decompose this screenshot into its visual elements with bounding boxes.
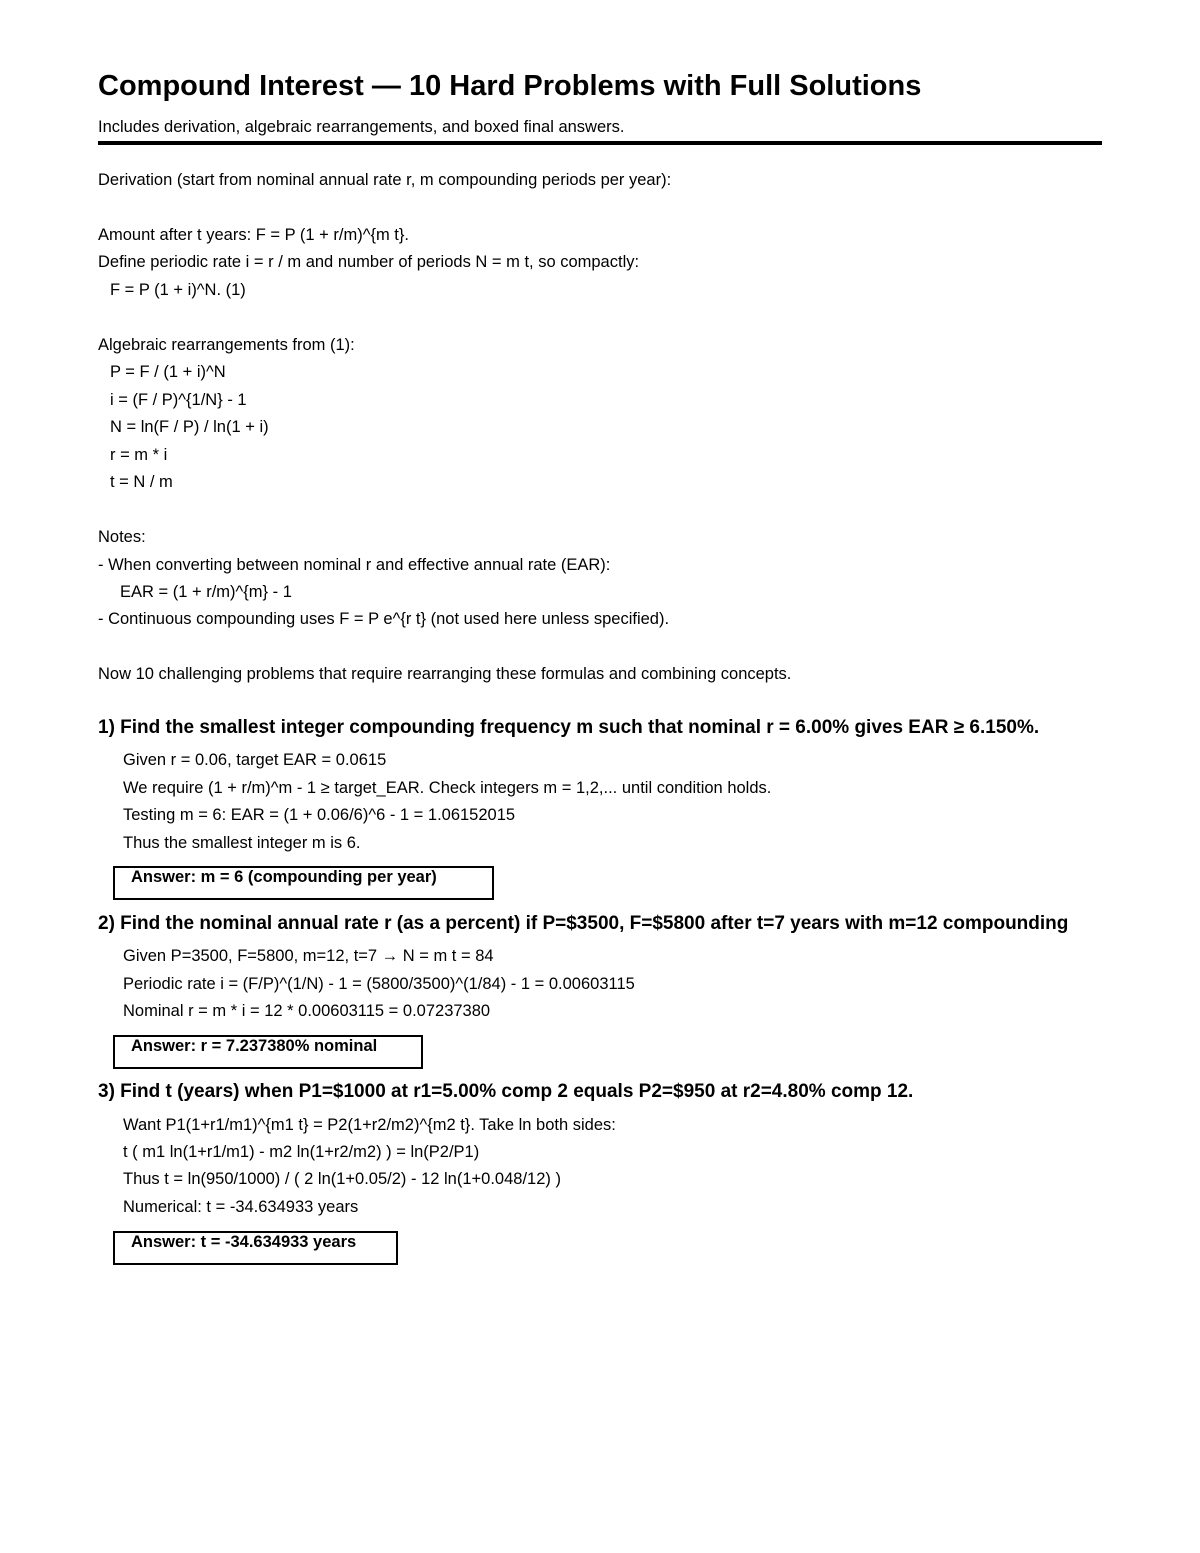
solution-line: Thus the smallest integer m is 6. (123, 834, 361, 852)
note-ear-formula: EAR = (1 + r/m)^{m} - 1 (120, 583, 292, 601)
page-subtitle: Includes derivation, algebraic rearrangements, and boxed final answers. (98, 118, 625, 136)
solution-line: Thus t = ln(950/1000) / ( 2 ln(1+0.05/2) - 12 ln(1+0.048/12) ) (123, 1170, 561, 1188)
solution-line: Want P1(1+r1/m1)^{m1 t} = P2(1+r2/m2)^{m2 t}. Take ln both sides: (123, 1116, 616, 1134)
answer-text: Answer: r = 7.237380% nominal (131, 1037, 378, 1055)
solution-line: Given P=3500, F=5800, m=12, t=7 → N = m t = 84 (123, 947, 494, 965)
derivation-define: Define periodic rate i = r / m and number of periods N = m t, so compactly: (98, 253, 640, 271)
derivation-intro: Derivation (start from nominal annual rate r, m compounding periods per year): (98, 171, 672, 189)
title-divider (98, 141, 1102, 145)
note-continuous: - Continuous compounding uses F = P e^{r t} (not used here unless specified). (98, 610, 670, 628)
answer-box (113, 1035, 423, 1069)
rearrangement-formula: P = F / (1 + i)^N (110, 363, 226, 381)
note-ear-conversion: - When converting between nominal r and effective annual rate (EAR): (98, 556, 611, 574)
solution-line: Periodic rate i = (F/P)^(1/N) - 1 = (5800/3500)^(1/84) - 1 = 0.00603115 (123, 975, 635, 993)
notes-label: Notes: (98, 528, 146, 546)
answer-text: Answer: t = -34.634933 years (131, 1233, 357, 1251)
answer-box (113, 1231, 398, 1265)
problem-heading: 3) Find t (years) when P1=$1000 at r1=5.00% comp 2 equals P2=$950 at r2=4.80% comp 12. (98, 1081, 914, 1102)
solution-line: Nominal r = m * i = 12 * 0.00603115 = 0.07237380 (123, 1002, 491, 1020)
rearrangements-intro: Algebraic rearrangements from (1): (98, 336, 355, 354)
solution-line: We require (1 + r/m)^m - 1 ≥ target_EAR. Check integers m = 1,2,... until condition holds. (123, 779, 772, 797)
answer-text: Answer: m = 6 (compounding per year) (131, 868, 437, 886)
problems-intro: Now 10 challenging problems that require rearranging these formulas and combining concepts. (98, 665, 792, 683)
solution-line: Numerical: t = -34.634933 years (123, 1198, 359, 1216)
solution-line: t ( m1 ln(1+r1/m1) - m2 ln(1+r2/m2) ) = ln(P2/P1) (123, 1143, 480, 1161)
rearrangement-formula: N = ln(F / P) / ln(1 + i) (110, 418, 269, 436)
page-title: Compound Interest — 10 Hard Problems with Full Solutions (98, 70, 922, 102)
problem-heading: 1) Find the smallest integer compounding frequency m such that nominal r = 6.00% gives EAR ≥ 6.150%. (98, 717, 1040, 738)
rearrangement-formula: r = m * i (110, 446, 168, 464)
rearrangement-formula: t = N / m (110, 473, 173, 491)
rearrangement-formula: i = (F / P)^{1/N} - 1 (110, 391, 247, 409)
problem-heading: 2) Find the nominal annual rate r (as a percent) if P=$3500, F=$5800 after t=7 years with m=12 compounding (98, 913, 1069, 934)
solution-line: Testing m = 6: EAR = (1 + 0.06/6)^6 - 1 = 1.06152015 (123, 806, 516, 824)
derivation-compact-formula: F = P (1 + i)^N. (1) (110, 281, 246, 299)
solution-line: Given r = 0.06, target EAR = 0.0615 (123, 751, 387, 769)
derivation-amount: Amount after t years: F = P (1 + r/m)^{m t}. (98, 226, 409, 244)
answer-box (113, 866, 494, 900)
